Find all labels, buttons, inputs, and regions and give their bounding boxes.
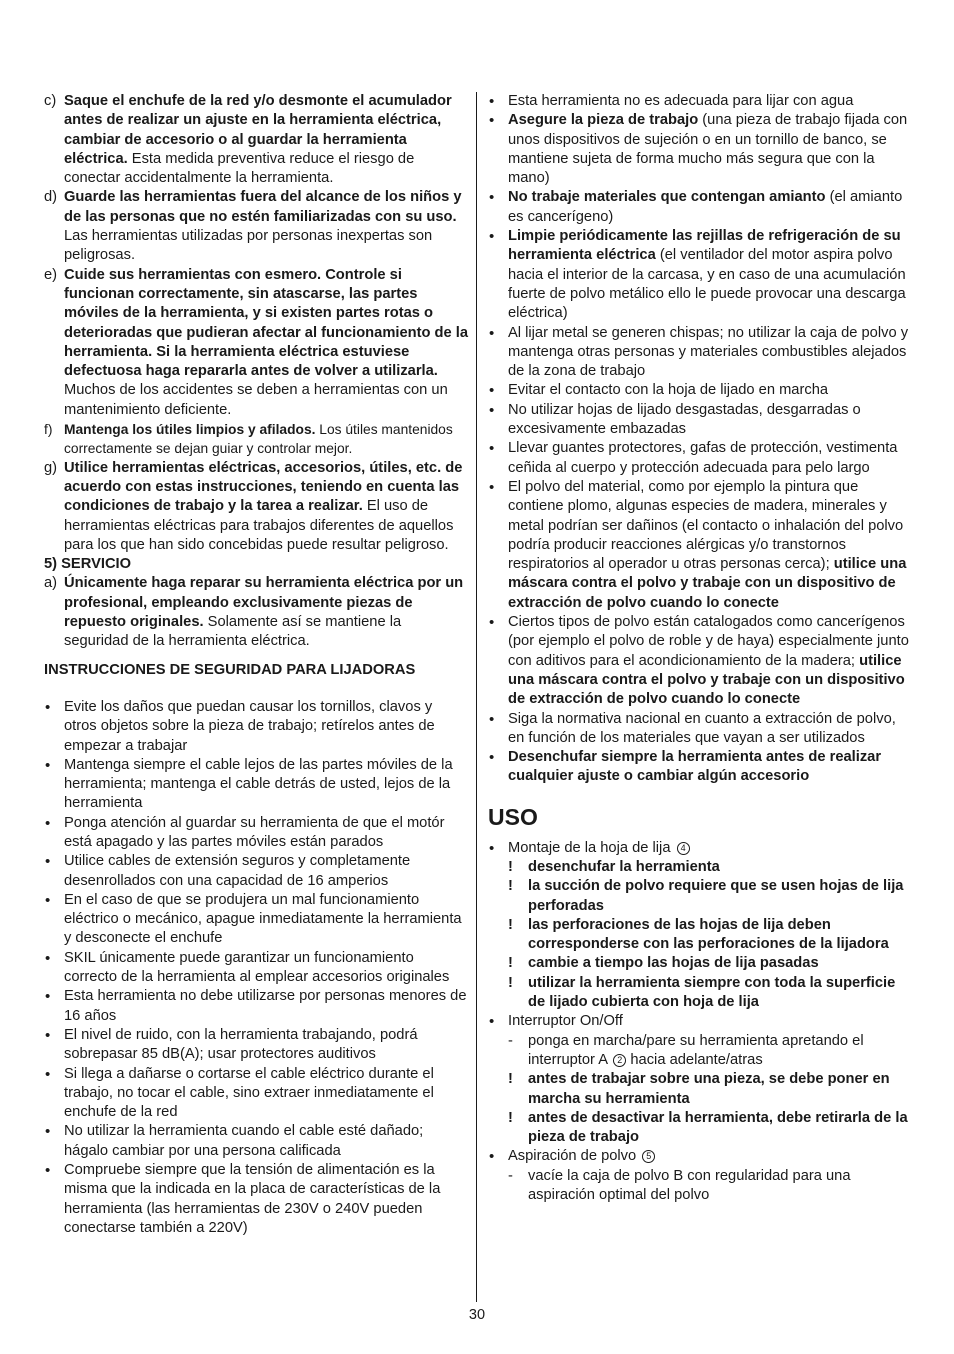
item-bold-text: Cuide sus herramientas con esmero. Controle si funcionan correctamente, sin atascarse, las partes móviles de la herramienta, y si existen partes rotas o deterioradas que pudieran afectar al funcionamiento de la herramienta. Si la herramienta eléctrica estuviese defectuosa haga repararla antes de volver a utilizarla. [64,266,469,380]
dash-marker: - [508,1032,513,1049]
servicio-heading: 5) SERVICIO [44,556,132,573]
montaje-item [488,839,912,858]
instruction-item-e [44,266,468,420]
list-item [44,987,468,1026]
note-item [488,858,912,877]
list-item-text: No utilizar la herramienta cuando el cable esté dañado; hágalo cambiar por una persona calificada [64,1123,424,1159]
bullet-marker: • [45,756,51,774]
list-item-text: Esta herramienta no es adecuada para lijar con agua [508,93,854,109]
step-item [488,1167,912,1206]
list-item-bold: Asegure la pieza de trabajo [508,112,699,129]
note-item [488,974,912,1013]
list-item [488,710,912,749]
note-item [488,916,912,955]
list-item-text: (el ventilador del motor aspira polvo hacia el interior de la carcasa, y en caso de una acumulación fuerte de polvo metálico ello le puede provocar una descarga eléctrica) [508,247,906,322]
item-bold-text: Mantenga los útiles limpios y afilados. [64,422,316,438]
bullet-marker: • [45,1065,51,1083]
list-item [488,478,912,613]
instruction-item-c [44,92,468,188]
bullet-marker: • [45,949,51,967]
note-item [488,1109,912,1148]
list-item [488,401,912,440]
item-text: Esta medida preventiva reduce el riesgo de conectar accidentalmente la herramienta. [64,150,415,187]
list-item-bold-end: utilice una máscara contra el polvo y trabaje con un dispositivo de extracción de polvo cuando lo conecte [508,556,907,611]
step-text: ponga en marcha/pare su herramienta apretando el interruptor A [528,1032,864,1068]
list-item [488,613,912,709]
list-item-text: (el amianto es cancerígeno) [508,189,903,225]
bullet-marker: • [45,1123,51,1141]
step-text: vacíe la caja de polvo B con regularidad para una aspiración optimal del polvo [528,1167,851,1204]
item-marker: e) [44,266,58,283]
list-item-text: No utilizar hojas de lijado desgastadas, desgarradas o excesivamente embazadas [508,401,861,438]
item-text: Las herramientas utilizadas por personas inexpertas son peligrosas. [64,228,433,264]
bullet-marker: • [489,478,495,496]
note-item [488,954,912,973]
warning-marker: ! [508,916,513,933]
item-marker: c) [44,93,57,109]
warning-marker: ! [508,1109,513,1126]
list-item-text: Utilice cables de extensión seguros y completamente desenrollados con una capacidad de 16 amperios [64,853,411,889]
warning-marker: ! [508,1071,513,1088]
list-item [488,324,912,382]
section-heading-lijadoras: INSTRUCCIONES DE SEGURIDAD PARA LIJADORAS [44,661,416,678]
bullet-marker: • [489,324,495,342]
list-item-bold-end: utilice una máscara contra el polvo y trabaje con un dispositivo de extracción de polvo cuando lo conecte [508,652,905,708]
list-item [488,439,912,478]
interruptor-item [488,1012,912,1031]
left-column [44,92,468,1238]
list-item-text: Mantenga siempre el cable lejos de las partes móviles de la herramienta; mantenga el cable detrás de usted, lejos de la herramienta [64,756,453,812]
servicio-item-a [44,574,468,651]
montaje-label: Montaje de la hoja de lija [508,839,671,856]
item-text: Solamente así se mantiene la seguridad de la herramienta eléctrica. [64,614,402,650]
list-item [44,698,468,756]
list-item [44,1026,468,1065]
item-text: Muchos de los accidentes se deben a herramientas con un mantenimiento deficiente. [64,382,448,418]
bullet-marker: • [489,749,495,767]
instruction-item-d [44,188,468,265]
bullet-marker: • [45,1026,51,1044]
list-item [44,1161,468,1238]
item-marker: f) [44,422,53,438]
bullet-marker: • [489,189,495,207]
list-item-text: Evitar el contacto con la hoja de lijado en marcha [508,382,829,399]
item-bold-text: Saque el enchufe de la red y/o desmonte el acumulador antes de realizar un ajuste en la herramienta eléctrica, cambiar de accesorio o al guardar la herramienta eléctrica. [64,93,452,167]
list-item-text: En el caso de que se produjera un mal funcionamiento eléctrico o mecánico, apague inmediatamente la herramienta y desconecte el enchufe [64,891,462,947]
list-item-text: Al lijar metal se generen chispas; no utilizar la caja de polvo y mantenga otras personas y materiales combustibles alejados de la zona de trabajo [508,324,909,380]
uso-section [488,839,912,1206]
list-item-text: SKIL únicamente puede garantizar un funcionamiento correcto de la herramienta al emplear accesorios originales [64,949,450,986]
bullet-marker: • [489,93,495,110]
bullet-marker: • [489,1013,495,1031]
bullet-marker: • [489,614,495,632]
list-item-text: Evite los daños que puedan causar los tornillos, clavos y otros objetos sobre la pieza de trabajo; retírelos antes de empezar a trabajar [64,698,435,754]
list-item [44,949,468,988]
list-item [488,111,912,188]
list-item-text: El nivel de ruido, con la herramienta trabajando, podrá sobrepasar 85 dB(A); usar protectores auditivos [64,1026,418,1063]
bullet-marker: • [489,401,495,419]
bullet-marker: • [45,814,51,832]
item-text: El uso de herramientas eléctricas para trabajos diferentes de aquellos para los que han sido concebidas puede resultar peligroso. [64,498,454,553]
aspiracion-item [488,1147,912,1166]
list-item-text: Si llega a dañarse o cortarse el cable eléctrico durante el trabajo, no tocar el cable, sino extraer inmediatamente el enchufe de la red [64,1065,434,1121]
instruction-item-g [44,459,468,555]
list-item-bold: Limpie periódicamente las rejillas de refrigeración de su herramienta eléctrica [508,228,901,264]
bullet-marker: • [489,839,495,857]
bullet-marker: • [45,853,51,871]
note-text: antes de desactivar la herramienta, debe retirarla de la pieza de trabajo [528,1109,908,1146]
bullet-marker: • [45,698,51,716]
interruptor-label: Interruptor On/Off [508,1013,623,1030]
bullet-marker: • [489,228,495,246]
list-item-text: El polvo del material, como por ejemplo la pintura que contiene plomo, algunas especies de madera, minerales y metal podrían ser dañinos (el contacto o inhalación del polvo podría producir reacciones alérgicas y/o transtornos respiratorios al operador u otras personas cerca); [508,478,904,573]
note-item [488,877,912,916]
instruction-item-f [44,420,468,459]
list-item-text: Esta herramienta no debe utilizarse por personas menores de 16 años [64,988,467,1024]
item-text: Los útiles mantenidos correctamente se dejan guiar y controlar mejor. [64,422,453,457]
list-item [488,92,912,111]
aspiracion-label: Aspiración de polvo [508,1148,637,1165]
list-item [44,814,468,853]
list-item [488,748,912,787]
item-marker: d) [44,189,58,206]
list-item-text: (una pieza de trabajo fijada con unos dispositivos de sujeción o en un tornillo de banco, se mantiene sujeta de forma mucho más segura que con la mano) [508,112,908,187]
note-text: antes de trabajar sobre una pieza, se debe poner en marcha su herramienta [528,1071,890,1107]
item-marker: a) [44,575,58,592]
note-text: las perforaciones de las hojas de lija deben corresponderse con las perforaciones de la lijadora [528,916,889,953]
figure-ref-2-icon: 2 [613,1054,626,1067]
warning-marker: ! [508,974,513,991]
figure-ref-4-icon: 4 [677,842,690,855]
list-item-bold: No trabaje materiales que contengan amianto [508,189,826,206]
uso-heading: USO [488,803,538,830]
dash-marker: - [508,1167,513,1184]
safety-bullet-list [44,698,468,1238]
list-item [44,852,468,891]
note-item [488,1070,912,1109]
bullet-marker: • [489,1148,495,1166]
item-bold-text: Utilice herramientas eléctricas, accesorios, útiles, etc. de acuerdo con estas instrucciones, teniendo en cuenta las condiciones de trabajo y la tarea a realizar. [64,459,463,515]
note-text: la succión de polvo requiere que se usen hojas de lija perforadas [528,878,904,914]
list-item [44,756,468,814]
list-item-text: Ciertos tipos de polvo están catalogados como cancerígenos (por ejemplo el polvo de roble y de haya) especialmente junto con aditivos para el acondicionamiento de la madera; [508,614,909,669]
step-item [488,1032,912,1071]
note-text: cambie a tiempo las hojas de lija pasadas [528,955,819,972]
bullet-marker: • [489,112,495,130]
list-item-text: Llevar guantes protectores, gafas de protección, vestimenta ceñida al cuerpo y protección adecuada para pelo largo [508,440,898,476]
list-item [44,891,468,949]
note-text: desenchufar la herramienta [528,858,720,875]
column-divider [476,92,477,1302]
item-bold-text: Únicamente haga reparar su herramienta eléctrica por un profesional, empleando exclusivamente piezas de repuesto originales. [64,575,464,631]
warning-marker: ! [508,878,513,895]
list-item [44,1065,468,1123]
list-item [488,381,912,400]
bullet-marker: • [489,382,495,400]
sanding-bullet-list [488,92,912,787]
bullet-marker: • [45,891,51,909]
list-item [44,1122,468,1161]
warning-marker: ! [508,955,513,972]
list-item-text: Ponga atención al guardar su herramienta de que el motór está apagado y las partes móviles están parados [64,814,445,850]
note-text: utilizar la herramienta siempre con toda la superficie de lijado cubierta con hoja de lija [528,974,896,1011]
list-item-bold: Desenchufar siempre la herramienta antes de realizar cualquier ajuste o cambiar algún accesorio [508,749,882,785]
bullet-marker: • [489,440,495,458]
bullet-marker: • [45,988,51,1006]
list-item-text: Compruebe siempre que la tensión de alimentación es la misma que la indicada en la placa de características de la herramienta (las herramientas de 230V o 240V pueden conectarse también a 220V) [64,1162,441,1236]
list-item-text: Siga la normativa nacional en cuanto a extracción de polvo, en función de los materiales que vayan a ser utilizados [508,710,896,746]
step-text-end: hacia adelante/atras [626,1051,763,1068]
page-number: 30 [468,1307,486,1323]
bullet-marker: • [45,1162,51,1180]
warning-marker: ! [508,858,513,875]
right-column [488,92,912,1205]
list-item [488,227,912,323]
list-item [488,188,912,227]
bullet-marker: • [489,710,495,728]
figure-ref-5-icon: 5 [642,1150,655,1163]
item-bold-text: Guarde las herramientas fuera del alcance de los niños y de las personas que no estén familiarizadas con su uso. [64,189,462,225]
item-marker: g) [44,459,58,476]
